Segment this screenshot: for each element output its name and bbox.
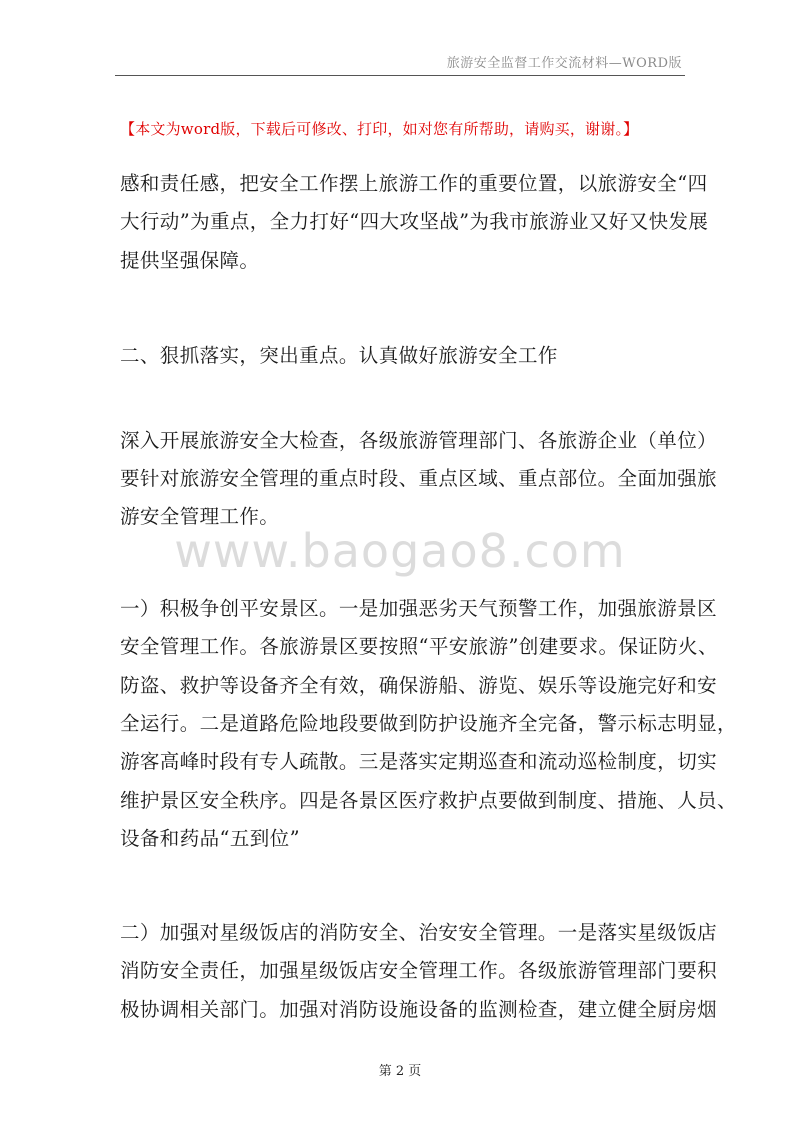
body-line: 提供坚强保障。	[120, 249, 260, 272]
body-line: 防盗、救护等设备齐全有效，确保游船、游览、娱乐等设施完好和安	[120, 674, 718, 697]
section-heading: 二、狠抓落实，突出重点。认真做好旅游安全工作	[120, 344, 558, 367]
body-line: 维护景区安全秩序。四是各景区医疗救护点要做到制度、措施、人员、	[120, 789, 737, 812]
body-line: 设备和药品“五到位”	[120, 827, 300, 850]
body-line: 游安全管理工作。	[120, 505, 280, 528]
body-line: 二）加强对星级饭店的消防安全、治安安全管理。一是落实星级饭店	[120, 921, 718, 944]
body-line: 大行动”为重点，全力打好“四大攻坚战”为我市旅游业又好又快发展	[120, 210, 709, 233]
body-line: 深入开展旅游安全大检查，各级旅游管理部门、各旅游企业（单位）	[120, 429, 718, 452]
header-divider	[115, 75, 685, 76]
body-line: 消防安全责任，加强星级饭店安全管理工作。各级旅游管理部门要积	[120, 959, 718, 982]
running-header: 旅游安全监督工作交流材料—WORD版	[446, 56, 682, 71]
body-line: 极协调相关部门。加强对消防设施设备的监测检查，建立健全厨房烟	[120, 998, 718, 1021]
body-line: 游客高峰时段有专人疏散。三是落实定期巡查和流动巡检制度，切实	[120, 750, 718, 773]
body-line: 全运行。二是道路危险地段要做到防护设施齐全完备，警示标志明显，	[120, 712, 737, 735]
body-line: 感和责任感，把安全工作摆上旅游工作的重要位置，以旅游安全“四	[120, 172, 708, 195]
purchase-notice: 【本文为word版，下载后可修改、打印，如对您有所帮助，请购买，谢谢。】	[120, 120, 639, 138]
body-line: 要针对旅游安全管理的重点时段、重点区域、重点部位。全面加强旅	[120, 467, 718, 490]
body-line: 一）积极争创平安景区。一是加强恶劣天气预警工作，加强旅游景区	[120, 597, 718, 620]
body-line: 安全管理工作。各旅游景区要按照“平安旅游”创建要求。保证防火、	[120, 635, 718, 658]
watermark-text: www.baogao8.com	[174, 524, 626, 578]
page-number: 第 2 页	[378, 1064, 422, 1079]
